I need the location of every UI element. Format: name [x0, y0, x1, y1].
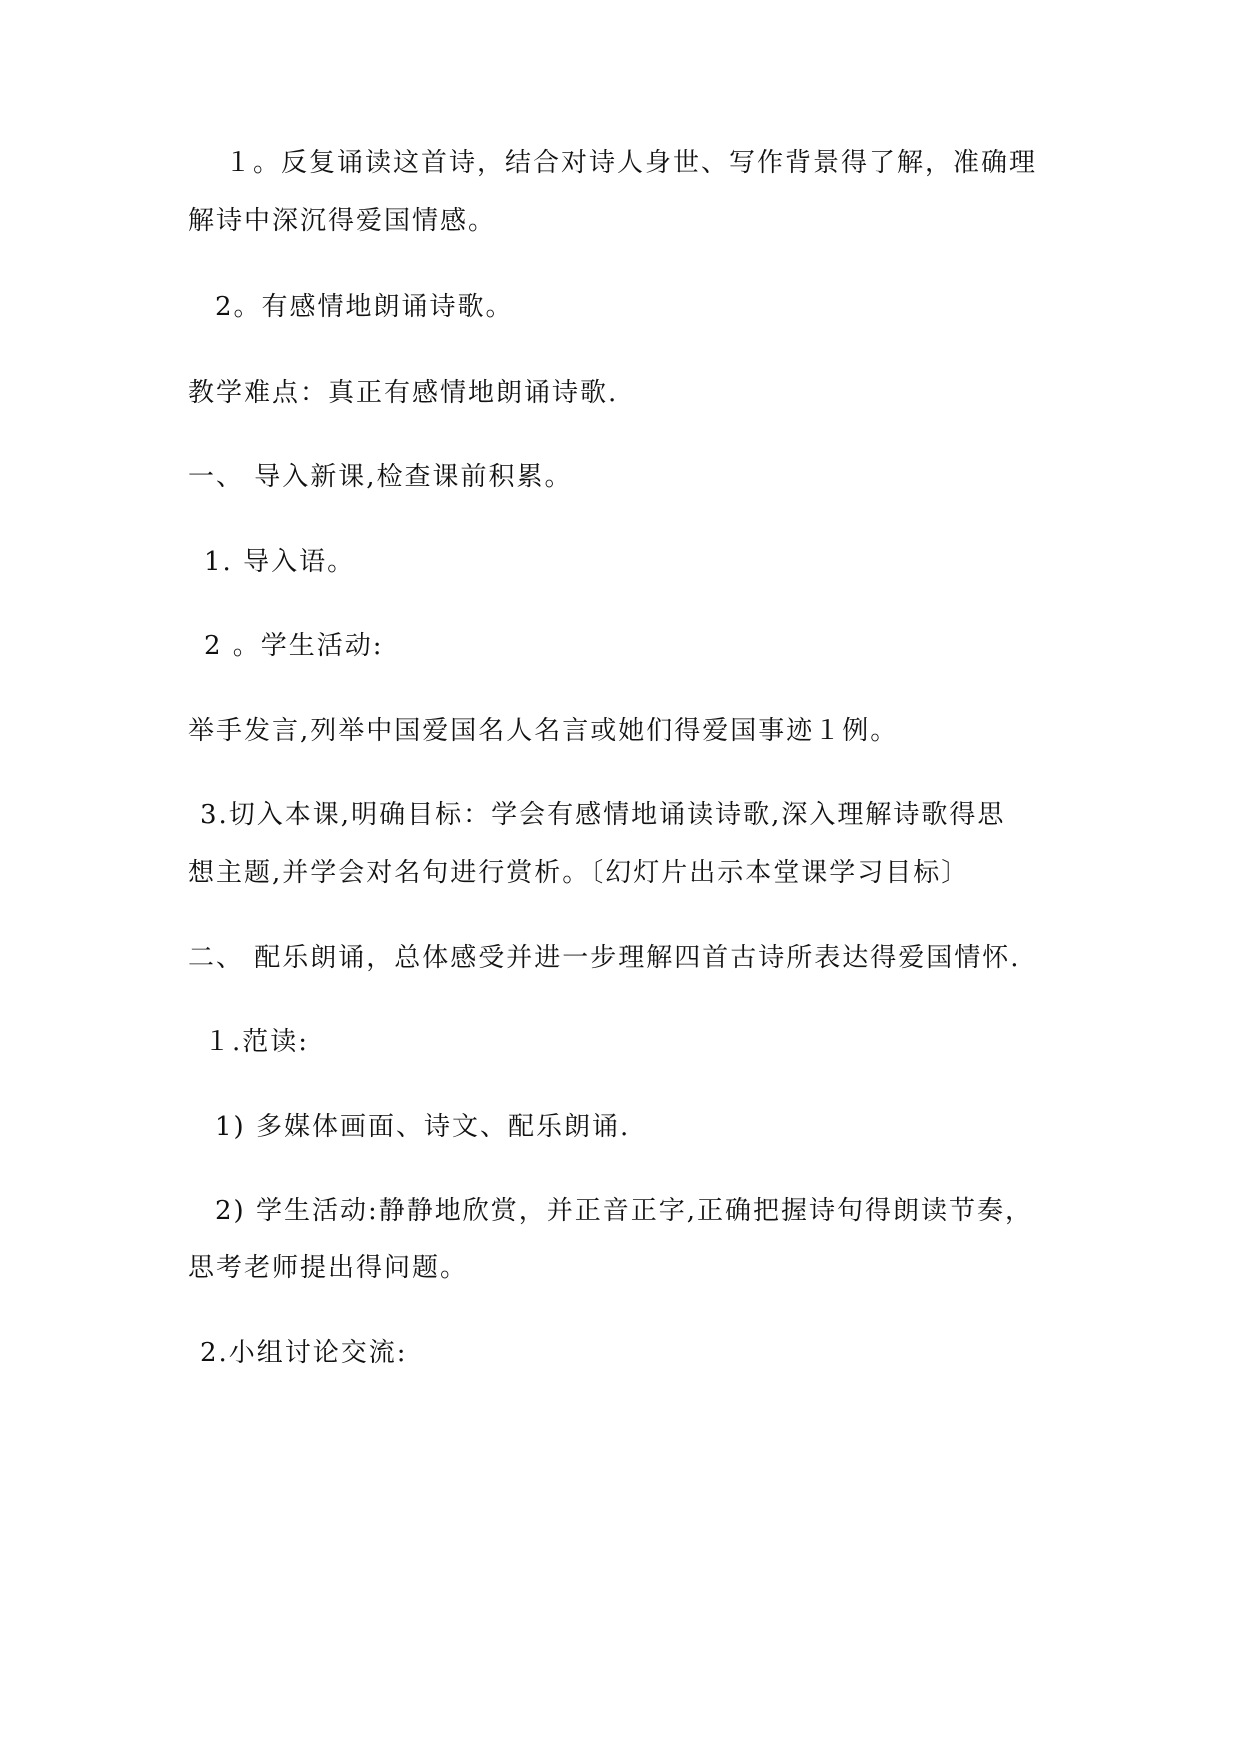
- section-heading-2: 二、 配乐朗诵，总体感受并进一步理解四首古诗所表达得爱国情怀.: [188, 943, 1021, 973]
- step-2-1-sub-2-line-1: 2) 学生活动:静静地欣赏，并正音正字,正确把握诗句得朗读节奏，: [215, 1196, 1033, 1226]
- step-2-1: １.范读:: [204, 1027, 310, 1057]
- step-1-1: 1. 导入语。: [204, 547, 356, 577]
- objective-1-line-2: 解诗中深沉得爱国情感。: [188, 206, 497, 236]
- step-2-1-sub-1: 1) 多媒体画面、诗文、配乐朗诵.: [215, 1112, 631, 1142]
- section-heading-1: 一、 导入新课,检查课前积累。: [188, 462, 573, 492]
- step-2-1-sub-2-line-2: 思考老师提出得问题。: [188, 1253, 469, 1283]
- activity-text: 举手发言,列举中国爱国名人名言或她们得爱国事迹１例。: [188, 716, 899, 746]
- step-1-3-line-1: 3.切入本课,明确目标：学会有感情地诵读诗歌,深入理解诗歌得思: [200, 800, 1006, 830]
- teaching-difficulty: 教学难点：真正有感情地朗诵诗歌.: [188, 378, 619, 408]
- step-1-3-line-2: 想主题,并学会对名句进行赏析。〔幻灯片出示本堂课学习目标〕: [188, 858, 970, 888]
- step-2-2: 2.小组讨论交流:: [200, 1338, 408, 1368]
- step-1-2: 2 。学生活动:: [204, 631, 384, 661]
- objective-2: 2。有感情地朗诵诗歌。: [215, 292, 514, 322]
- objective-1-line-1: １。反复诵读这首诗，结合对诗人身世、写作背景得了解，准确理: [225, 148, 1038, 178]
